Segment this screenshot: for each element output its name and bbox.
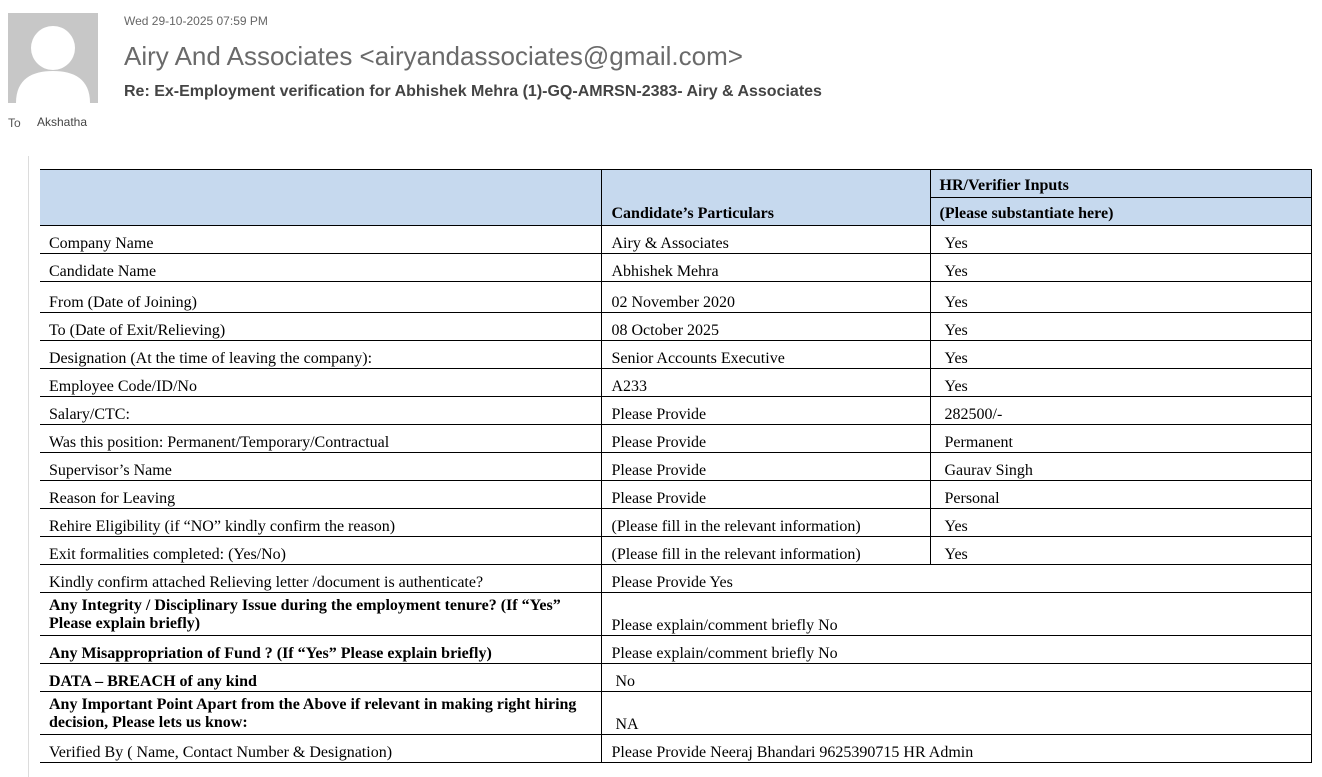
row-label: Employee Code/ID/No (40, 369, 601, 397)
row-value: (Please fill in the relevant information) (601, 537, 930, 565)
row-label: Exit formalities completed: (Yes/No) (40, 537, 601, 565)
table-row (40, 664, 1311, 692)
row-input: Permanent (930, 425, 1311, 453)
row-label: To (Date of Exit/Relieving) (40, 313, 601, 341)
row-input: Personal (930, 481, 1311, 509)
row-label: Any Integrity / Disciplinary Issue during the employment tenure? (If “Yes” Please explain briefly) (40, 593, 601, 636)
table-row (40, 565, 1311, 593)
row-value: NA (601, 692, 1311, 735)
row-value: (Please fill in the relevant information) (601, 509, 930, 537)
verification-table (40, 169, 1312, 763)
row-value: Please Provide Yes (601, 565, 1311, 593)
row-input: Yes (930, 282, 1311, 313)
email-sender[interactable]: Airy And Associates <airyandassociates@gmail.com> (124, 41, 743, 71)
row-label: Kindly confirm attached Relieving letter /document is authenticate? (40, 565, 601, 593)
row-value: 02 November 2020 (601, 282, 930, 313)
row-input: Yes (930, 226, 1311, 254)
row-label: Reason for Leaving (40, 481, 601, 509)
table-row (40, 313, 1311, 341)
quote-divider (28, 156, 29, 777)
row-label: Verified By ( Name, Contact Number & Designation) (40, 735, 601, 763)
row-label: Company Name (40, 226, 601, 254)
row-value: Please Provide (601, 453, 930, 481)
table-row (40, 537, 1311, 565)
row-value: 08 October 2025 (601, 313, 930, 341)
row-value: Please explain/comment briefly No (601, 593, 1311, 636)
table-row (40, 509, 1311, 537)
row-value: Abhishek Mehra (601, 254, 930, 282)
row-input: Gaurav Singh (930, 453, 1311, 481)
table-row (40, 593, 1311, 636)
email-date: Wed 29-10-2025 07:59 PM (124, 14, 268, 28)
sender-avatar (8, 13, 98, 103)
header-candidate-particulars: Candidate’s Particulars (601, 170, 930, 226)
table-row (40, 636, 1311, 664)
user-silhouette-icon (8, 13, 98, 103)
row-value: Please Provide (601, 481, 930, 509)
row-label: Any Important Point Apart from the Above if relevant in making right hiring decision, Please lets us know: (40, 692, 601, 735)
row-label: Any Misappropriation of Fund ? (If “Yes” Please explain briefly) (40, 636, 601, 664)
row-value: Please Provide (601, 397, 930, 425)
table-row (40, 282, 1311, 313)
table-row (40, 397, 1311, 425)
row-label: Salary/CTC: (40, 397, 601, 425)
table-row (40, 254, 1311, 282)
row-input: Yes (930, 509, 1311, 537)
row-label: Candidate Name (40, 254, 601, 282)
row-label: Designation (At the time of leaving the company): (40, 341, 601, 369)
header-row-1 (40, 170, 1311, 198)
row-value: A233 (601, 369, 930, 397)
row-label: Was this position: Permanent/Temporary/Contractual (40, 425, 601, 453)
table-row (40, 369, 1311, 397)
table-row (40, 692, 1311, 735)
table-row (40, 453, 1311, 481)
table-row (40, 735, 1311, 763)
row-input: Yes (930, 254, 1311, 282)
row-input: 282500/- (930, 397, 1311, 425)
row-value: Airy & Associates (601, 226, 930, 254)
table-row (40, 341, 1311, 369)
row-label: Rehire Eligibility (if “NO” kindly confirm the reason) (40, 509, 601, 537)
email-subject: Re: Ex-Employment verification for Abhishek Mehra (1)-GQ-AMRSN-2383- Airy & Associates (124, 83, 822, 100)
row-value: No (601, 664, 1311, 692)
row-input: Yes (930, 341, 1311, 369)
to-label: To (8, 116, 21, 130)
row-label: Supervisor’s Name (40, 453, 601, 481)
table-row (40, 481, 1311, 509)
header-blank-cell (40, 170, 601, 226)
row-input: Yes (930, 537, 1311, 565)
table-row (40, 226, 1311, 254)
row-value: Please Provide Neeraj Bhandari 9625390715 HR Admin (601, 735, 1311, 763)
row-label: DATA – BREACH of any kind (40, 664, 601, 692)
table-row (40, 425, 1311, 453)
row-label: From (Date of Joining) (40, 282, 601, 313)
row-input: Yes (930, 369, 1311, 397)
row-value: Please explain/comment briefly No (601, 636, 1311, 664)
header-substantiate: (Please substantiate here) (930, 198, 1311, 226)
row-input: Yes (930, 313, 1311, 341)
recipient-name[interactable]: Akshatha (37, 115, 88, 129)
row-value: Senior Accounts Executive (601, 341, 930, 369)
row-value: Please Provide (601, 425, 930, 453)
header-verifier-inputs: HR/Verifier Inputs (930, 170, 1311, 198)
